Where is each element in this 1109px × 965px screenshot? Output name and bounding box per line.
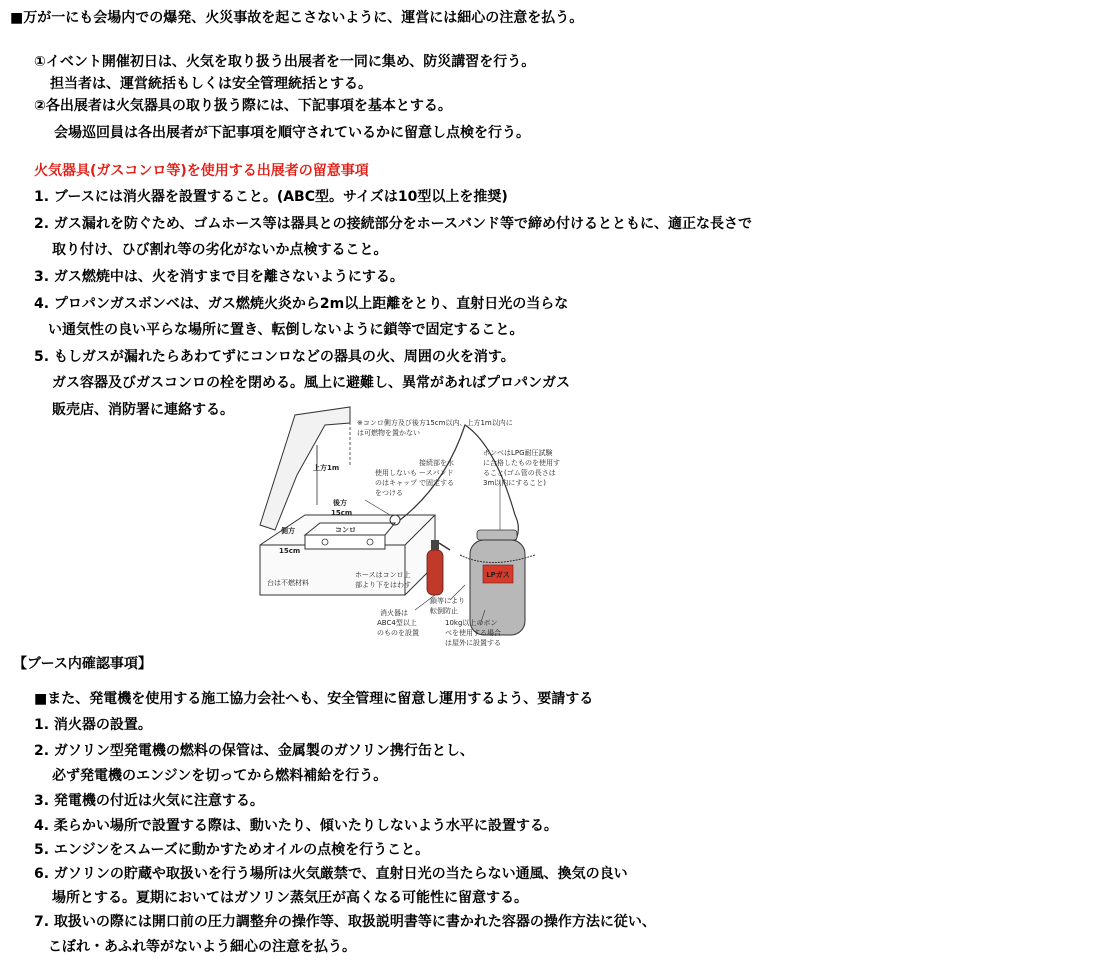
booth-line-3: 3. 発電機の付近は火気に注意する。 xyxy=(34,793,264,809)
label-note-top2: は可燃物を置かない xyxy=(357,429,420,437)
label-hose: ホースはコンロ上 xyxy=(355,571,411,579)
label-cylinder2: に合格したものを使用す xyxy=(483,459,560,467)
label-extinguisher3: のものを設置 xyxy=(377,629,419,637)
label-note-top: ※コンロ側方及び後方15cm以内、上方1m以内に xyxy=(357,419,513,427)
label-konro: コンロ xyxy=(335,526,356,534)
booth-line-7: 7. 取扱いの際には開口前の圧力調整弁の操作等、取扱説明書等に書かれた容器の操作方法に従い、 xyxy=(34,914,656,930)
label-hose2: 部より下をはわす xyxy=(355,581,411,589)
label-cap: 使用しないも xyxy=(375,469,417,477)
label-cap2: のはキャップ xyxy=(375,479,417,487)
label-conn2: ースバンド xyxy=(419,469,454,477)
gas-line-2: 2. ガス漏れを防ぐため、ゴムホース等は器具との接続部分をホースバンド等で締め付けるとともに、適正な長さで xyxy=(34,216,752,232)
gas-line-4: 4. プロパンガスボンベは、ガス燃焼火炎から2m以上距離をとり、直射日光の当らな xyxy=(34,296,569,312)
label-extinguisher2: ABC4型以上 xyxy=(377,619,417,627)
label-base: 台は不燃材料 xyxy=(267,579,309,587)
label-conn: 接続部を水 xyxy=(419,459,454,467)
label-conn3: で固定する xyxy=(419,479,454,487)
booth-line-6-cont: 場所とする。夏期においてはガソリン蒸気圧が高くなる可能性に留意する。 xyxy=(52,890,528,906)
label-cylinder: ボンベはLPG耐圧試験 xyxy=(483,449,553,457)
booth-line-intro: ■また、発電機を使用する施工協力会社へも、安全管理に留意し運用するよう、要請する xyxy=(34,691,594,707)
label-chain: 鎖等により xyxy=(430,597,465,605)
label-side-cm: 15cm xyxy=(279,547,301,555)
label-rear: 後方 xyxy=(333,499,347,507)
intro-item-2-sub: 会場巡回員は各出展者が下記事項を順守されているかに留意し点検を行う。 xyxy=(54,125,530,141)
label-chain2: 転倒防止 xyxy=(430,607,458,615)
booth-line-7-cont: こぼれ・あふれ等がないよう細心の注意を払う。 xyxy=(48,939,356,955)
gas-line-1: 1. ブースには消火器を設置すること。(ABC型。サイズは10型以上を推奨) xyxy=(34,189,508,205)
gas-section-title: 火気器具(ガスコンロ等)を使用する出展者の留意事項 xyxy=(34,163,369,179)
label-outdoor2: べを使用する場合 xyxy=(445,629,501,637)
label-cap3: をつける xyxy=(375,489,403,497)
intro-item-1: ①イベント開催初日は、火気を取り扱う出展者を一同に集め、防災講習を行う。 xyxy=(34,54,536,70)
booth-line-1: 1. 消火器の設置。 xyxy=(34,717,152,733)
gas-line-4-cont: い通気性の良い平らな場所に置き、転倒しないように鎖等で固定すること。 xyxy=(48,322,524,338)
gas-line-5-cont: ガス容器及びガスコンロの栓を閉める。風上に避難し、異常があればプロパンガス xyxy=(52,375,570,391)
label-upper: 上方1m xyxy=(313,464,340,472)
gas-line-3: 3. ガス燃焼中は、火を消すまで目を離さないようにする。 xyxy=(34,269,404,285)
booth-section-title: 【ブース内確認事項】 xyxy=(13,656,152,672)
booth-line-4: 4. 柔らかい場所で設置する際は、動いたり、傾いたりしないよう水平に設置する。 xyxy=(34,818,558,834)
booth-line-2-cont: 必ず発電機のエンジンを切ってから燃料補給を行う。 xyxy=(52,768,388,784)
gas-line-2-cont: 取り付け、ひび割れ等の劣化がないか点検すること。 xyxy=(52,242,388,258)
gas-line-5-cont2: 販売店、消防署に連絡する。 xyxy=(52,402,234,418)
label-rear-cm: 15cm xyxy=(331,509,353,517)
tank-label: LPガス xyxy=(486,571,510,579)
intro-item-1-sub: 担当者は、運営統括もしくは安全管理統括とする。 xyxy=(50,76,372,92)
label-cylinder3: ること(ゴム管の長さは xyxy=(483,469,556,477)
label-outdoor: 10kg以上のボン xyxy=(445,619,498,627)
booth-line-6: 6. ガソリンの貯蔵や取扱いを行う場所は火気厳禁で、直射日光の当たらない通風、換気の良い xyxy=(34,866,628,882)
label-cylinder4: 3m以内にすること) xyxy=(483,479,547,487)
intro-item-2: ②各出展者は火気器具の取り扱う際には、下記事項を基本とする。 xyxy=(34,98,452,114)
booth-line-5: 5. エンジンをスムーズに動かすためオイルの点検を行うこと。 xyxy=(34,842,430,858)
label-extinguisher: 消火器は xyxy=(380,609,408,617)
label-outdoor3: は屋外に設置する xyxy=(445,639,501,647)
gas-line-5: 5. もしガスが漏れたらあわてずにコンロなどの器具の火、周囲の火を消す。 xyxy=(34,349,515,365)
label-side: 側方 xyxy=(281,527,295,535)
intro-heading: ■万が一にも会場内での爆発、火災事故を起こさないように、運営には細心の注意を払う。 xyxy=(10,10,584,26)
booth-line-2: 2. ガソリン型発電機の燃料の保管は、金属製のガソリン携行缶とし、 xyxy=(34,743,474,759)
gas-stove-safety-diagram xyxy=(255,405,575,655)
